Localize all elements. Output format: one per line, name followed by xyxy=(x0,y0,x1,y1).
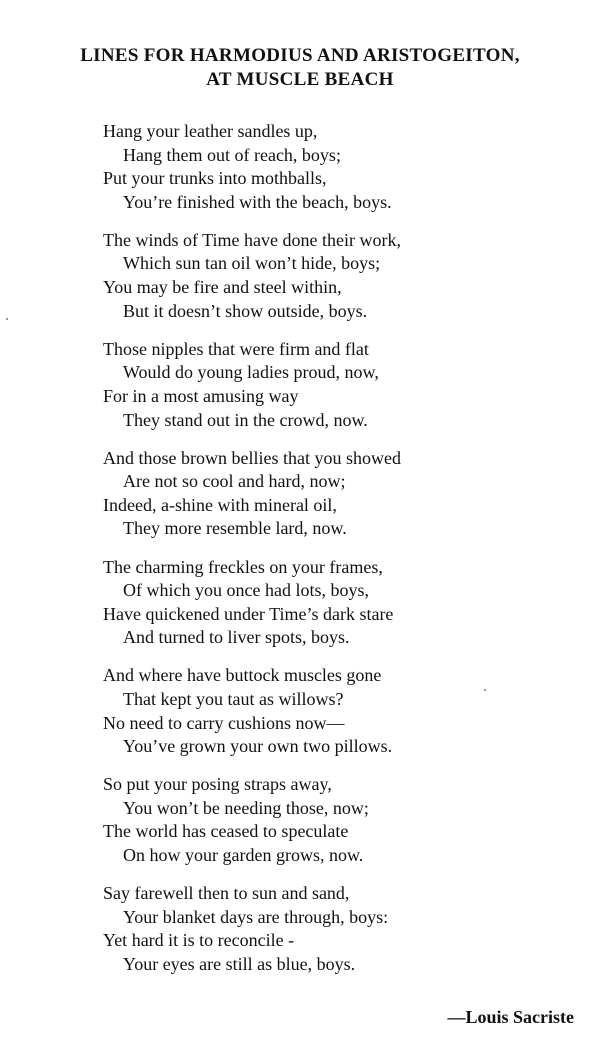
stanza xyxy=(103,773,563,867)
verse-line: You’re finished with the beach, boys. xyxy=(123,191,392,212)
verse-line: Hang them out of reach, boys; xyxy=(123,144,341,165)
poem-title xyxy=(0,44,600,92)
verse-line: Your blanket days are through, boys: xyxy=(123,906,389,927)
verse-line: That kept you taut as willows? xyxy=(123,688,344,709)
verse-line: Those nipples that were firm and flat xyxy=(103,338,369,359)
author-signature: —Louis Sacriste xyxy=(447,1007,574,1027)
stanza xyxy=(103,447,563,541)
verse-line: You won’t be needing those, now; xyxy=(123,797,369,818)
verse-line: The world has ceased to speculate xyxy=(103,821,349,842)
verse-line: The winds of Time have done their work, xyxy=(103,229,401,250)
verse-line: And where have buttock muscles gone xyxy=(103,665,382,686)
verse-line: They stand out in the crowd, now. xyxy=(123,409,368,430)
verse-line: No need to carry cushions now— xyxy=(103,712,345,733)
verse-line: Say farewell then to sun and sand, xyxy=(103,883,350,904)
stanza xyxy=(103,120,563,214)
verse-line: You’ve grown your own two pillows. xyxy=(123,736,393,757)
verse-line: Have quickened under Time’s dark stare xyxy=(103,603,394,624)
verse-line: Hang your leather sandles up, xyxy=(103,121,318,141)
verse-line: And those brown bellies that you showed xyxy=(103,447,401,468)
poem-body xyxy=(103,120,563,991)
poem-title-line-1: LINES FOR HARMODIUS AND ARISTOGEITON, xyxy=(80,45,520,66)
stanza xyxy=(103,556,563,650)
verse-line: Of which you once had lots, boys, xyxy=(123,580,369,601)
poem-title-line-2: AT MUSCLE BEACH xyxy=(206,69,394,90)
verse-line: For in a most amusing way xyxy=(103,385,299,406)
verse-line: On how your garden grows, now. xyxy=(123,845,364,866)
verse-line: Are not so cool and hard, now; xyxy=(123,471,346,492)
verse-line: Which sun tan oil won’t hide, boys; xyxy=(123,253,381,274)
stanza xyxy=(103,664,563,758)
stanza xyxy=(103,338,563,432)
verse-line: Put your trunks into mothballs, xyxy=(103,168,327,189)
verse-line: And turned to liver spots, boys. xyxy=(123,627,350,648)
verse-line: The charming freckles on your frames, xyxy=(103,556,383,577)
verse-line: But it doesn’t show outside, boys. xyxy=(123,300,368,321)
stanza xyxy=(103,229,563,323)
stanza xyxy=(103,882,563,976)
verse-line: Would do young ladies proud, now, xyxy=(123,362,379,383)
verse-line: Indeed, a-shine with mineral oil, xyxy=(103,494,337,515)
paper-speck xyxy=(6,318,8,320)
verse-line: You may be fire and steel within, xyxy=(103,277,342,298)
verse-line: Your eyes are still as blue, boys. xyxy=(123,953,356,974)
verse-line: So put your posing straps away, xyxy=(103,774,332,795)
paper-speck xyxy=(484,689,486,691)
verse-line: They more resemble lard, now. xyxy=(123,518,347,539)
verse-line: Yet hard it is to reconcile - xyxy=(103,930,295,951)
